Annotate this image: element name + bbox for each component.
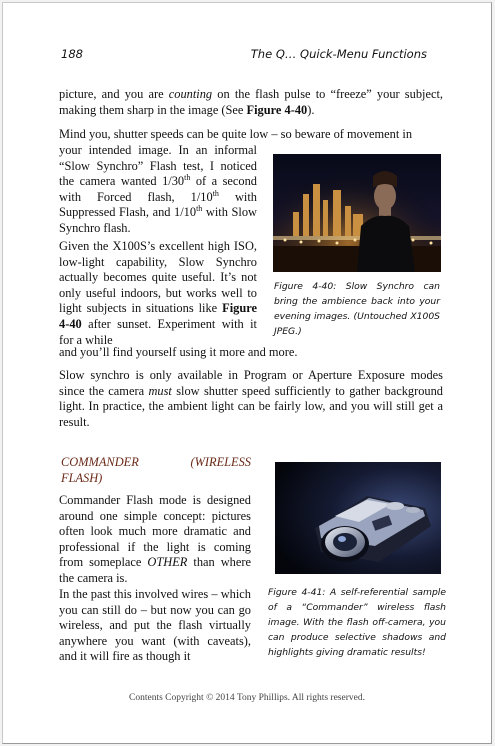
- page-number: 188: [61, 47, 83, 61]
- running-header: The Q… Quick-Menu Functions: [250, 47, 427, 61]
- paragraph-1: picture, and you are counting on the flash pulse to “freeze” your subject, making them sharp in the image (See Figure 4-40).: [59, 87, 444, 117]
- book-page: [2, 2, 492, 744]
- paragraph-4: Slow synchro is only available in Program or Aperture Exposure modes since the camera must slow shutter speed sufficiently to gather background light. In practice, the ambient light can be fairly low, and you will still get a result.: [59, 368, 443, 429]
- paragraph-2: your intended image. In an informal “Slow Synchro” Flash test, I noticed the camera wanted 1/30th of a second with Forced flash, 1/10th with Suppressed Flash, and 1/10th with Slow Synchro flash.: [59, 143, 257, 235]
- paragraph-5: Commander Flash mode is designed around one simple concept: pictures often look much more dramatic and professional if the light is coming from someplace OTHER than where the camera is.: [59, 493, 251, 585]
- figure-4-41-image: [275, 462, 441, 574]
- figure-ref: Figure 4-40: [59, 301, 257, 331]
- figure-4-41-caption: Figure 4-41: A self-referential sample of a “Commander” wireless flash image. With the flash off-camera, you can produce selective shadows and highlights giving dramatic results!: [268, 587, 446, 658]
- figure-4-40-caption: Figure 4-40: Slow Synchro can bring the ambience back into your evening images. (Untouched X100S JPEG.): [274, 281, 440, 337]
- copyright-footer: Contents Copyright © 2014 Tony Phillips. All rights reserved.: [129, 693, 365, 703]
- figure-4-40-image: [273, 154, 441, 272]
- figure-ref: Figure 4-40: [246, 102, 308, 117]
- paragraph-2-first-line: Mind you, shutter speeds can be quite low – so beware of movement in: [59, 127, 413, 141]
- paragraph-3-last-line: and you’ll find yourself using it more and more.: [59, 345, 298, 359]
- paragraph-6: In the past this involved wires – which you can still do – but now you can go wireless, and put the flash virtually anywhere you want (with caveats), and it will fire as though it: [59, 587, 251, 664]
- section-heading-commander: COMMANDER (WIRELESS FLASH): [61, 455, 251, 485]
- paragraph-3: Given the X100S’s excellent high ISO, low-light capability, Slow Synchro actually becomes quite useful. It’s not only useful indoors, but works well to light subjects in situations like Figure 4-40 after sunset. Experiment with it for a while: [59, 239, 257, 347]
